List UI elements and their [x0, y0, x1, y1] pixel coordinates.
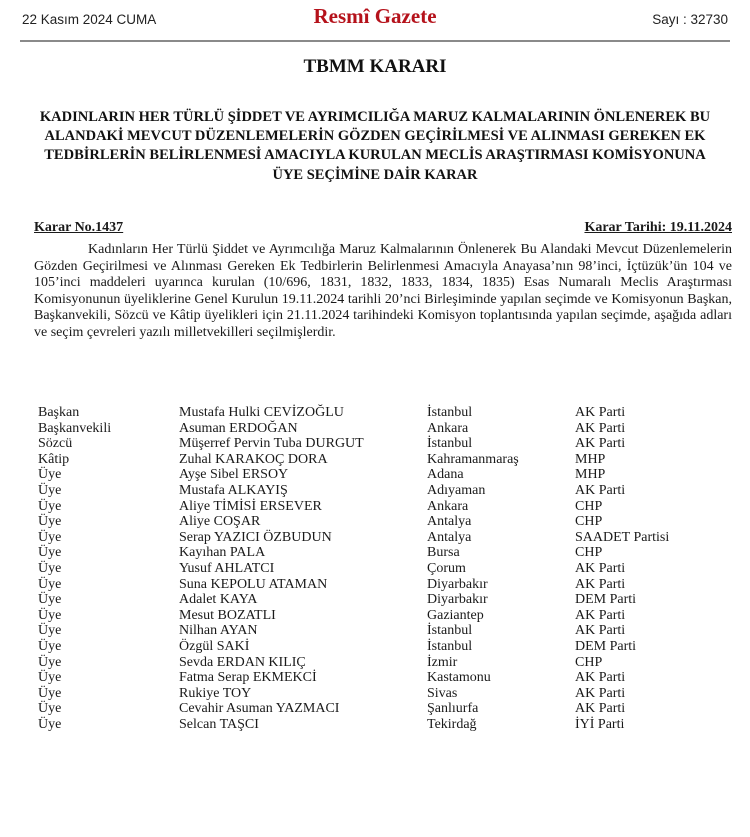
member-row — [38, 701, 735, 717]
member-party: AK Parti — [575, 670, 626, 686]
member-name: Asuman ERDOĞAN — [179, 420, 298, 436]
member-party: AK Parti — [575, 701, 626, 717]
member-party: İYİ Parti — [575, 716, 625, 732]
member-city: Bursa — [427, 545, 460, 561]
member-row — [38, 608, 735, 624]
publication-title: Resmî Gazete — [313, 4, 437, 28]
member-role: Üye — [38, 545, 62, 561]
member-party: AK Parti — [575, 685, 626, 701]
member-row — [38, 592, 735, 608]
member-role: Üye — [38, 529, 62, 545]
member-name: Suna KEPOLU ATAMAN — [179, 576, 328, 592]
member-name: Mustafa Hulki CEVİZOĞLU — [179, 405, 344, 420]
member-name: Özgül SAKİ — [179, 638, 250, 654]
member-party: AK Parti — [575, 405, 626, 420]
member-city: Sivas — [427, 685, 458, 701]
member-row — [38, 670, 735, 686]
member-city: Antalya — [427, 514, 472, 530]
member-city: İstanbul — [427, 405, 473, 420]
member-city: İstanbul — [427, 623, 473, 639]
member-city: Diyarbakır — [427, 592, 488, 608]
member-role: Üye — [38, 716, 62, 732]
member-city: Antalya — [427, 529, 472, 545]
member-name: Kayıhan PALA — [179, 545, 266, 561]
member-row — [38, 639, 735, 655]
decision-subject: KADINLARIN HER TÜRLÜ ŞİDDET VE AYRIMCILIĞA MARUZ KALMALARININ ÖNLENEREK BU ALANDAKİ MEVCUT DÜZENLEMELERİN GÖZDEN GEÇİRİLMESİ VE ALINMASI GEREKEN EK TEDBİRLERİN BELİRLENMESİ AMACIYLA KURULAN MECLİS ARAŞTIRMASI KOMİSYONUNA ÜYE SEÇİMİNE DAİR KARAR — [39, 109, 711, 183]
member-party: DEM Parti — [575, 592, 637, 608]
member-party: CHP — [575, 545, 603, 561]
member-role: Üye — [38, 482, 62, 498]
member-party: AK Parti — [575, 436, 626, 452]
member-name: Sevda ERDAN KILIÇ — [179, 654, 306, 670]
member-row — [38, 483, 735, 499]
member-role: Üye — [38, 670, 62, 686]
member-name: Ayşe Sibel ERSOY — [179, 467, 289, 483]
member-row — [38, 717, 735, 733]
member-name: Nilhan AYAN — [179, 623, 258, 639]
member-role: Üye — [38, 607, 62, 623]
member-role: Üye — [38, 576, 62, 592]
member-name: Aliye TİMİSİ ERSEVER — [179, 498, 322, 514]
gazette-header — [20, 0, 730, 42]
header-divider — [20, 40, 730, 42]
member-role: Üye — [38, 623, 62, 639]
member-city: Kastamonu — [427, 670, 491, 686]
member-row — [38, 530, 735, 546]
member-row — [38, 452, 735, 468]
member-name: Zuhal KARAKOÇ DORA — [179, 451, 328, 467]
member-row — [38, 467, 735, 483]
member-name: Selcan TAŞCI — [179, 716, 259, 732]
member-name: Adalet KAYA — [179, 592, 258, 608]
member-city: İstanbul — [427, 638, 473, 654]
member-name: Serap YAZICI ÖZBUDUN — [179, 529, 332, 545]
member-role: Başkan — [38, 405, 80, 420]
member-row — [38, 686, 735, 702]
member-party: AK Parti — [575, 607, 626, 623]
member-role: Üye — [38, 685, 62, 701]
member-city: İzmir — [427, 654, 458, 670]
member-party: AK Parti — [575, 623, 626, 639]
member-role: Üye — [38, 638, 62, 654]
member-city: İstanbul — [427, 436, 473, 452]
member-role: Kâtip — [38, 451, 70, 467]
member-city: Ankara — [427, 420, 469, 436]
member-party: AK Parti — [575, 560, 626, 576]
member-row — [38, 405, 735, 421]
member-row — [38, 499, 735, 515]
member-row — [38, 577, 735, 593]
document-title: TBMM KARARI — [303, 56, 447, 77]
member-role: Üye — [38, 592, 62, 608]
member-party: AK Parti — [575, 420, 626, 436]
member-role: Üye — [38, 498, 62, 514]
member-role: Üye — [38, 514, 62, 530]
member-party: CHP — [575, 654, 603, 670]
member-list — [38, 405, 735, 732]
member-name: Cevahir Asuman YAZMACI — [179, 701, 340, 717]
member-row — [38, 421, 735, 437]
decision-number: Karar No.1437 — [34, 220, 124, 235]
member-party: DEM Parti — [575, 638, 637, 654]
member-name: Mesut BOZATLI — [179, 607, 276, 623]
member-party: CHP — [575, 498, 603, 514]
member-name: Fatma Serap EKMEKCİ — [179, 670, 317, 686]
member-party: SAADET Partisi — [575, 529, 670, 545]
member-row — [38, 436, 735, 452]
member-role: Üye — [38, 560, 62, 576]
member-name: Aliye COŞAR — [179, 514, 261, 530]
member-role: Başkanvekili — [38, 420, 112, 436]
member-name: Mustafa ALKAYIŞ — [179, 482, 288, 498]
member-party: MHP — [575, 451, 606, 467]
member-party: AK Parti — [575, 482, 626, 498]
member-role: Üye — [38, 654, 62, 670]
member-row — [38, 655, 735, 671]
member-city: Diyarbakır — [427, 576, 488, 592]
member-name: Rukiye TOY — [179, 685, 252, 701]
member-city: Çorum — [427, 560, 466, 576]
member-city: Adıyaman — [427, 482, 486, 498]
issue-number: Sayı : 32730 — [652, 12, 728, 27]
member-row — [38, 561, 735, 577]
member-party: CHP — [575, 514, 603, 530]
decision-body: Kadınların Her Türlü Şiddet ve Ayrımcılığa Maruz Kalmalarının Önlenerek Bu Alandaki Mevcut Düzenlemelerin Gözden Geçirilmesi ve Alınması Gereken Ek Tedbirlerin Belirlenmesi Amacıyla Anayasa’nın 98’inci, İçtüzük’ün 104 ve 105’inci maddeleri uyarınca kurulan (10/696, 1831, 1832, 1833, 1834, 1835) Esas Numaralı Meclis Araştırması Komisyonunun üyeliklerine Genel Kurulun 19.11.2024 tarihli 20’nci Birleşiminde yapılan seçimde ve Komisyonun Başkan, Başkanvekili, Sözcü ve Kâtip üyelikleri için 21.11.2024 tarihindeki Komisyon toplantısında yapılan seçimde, aşağıda adları ve seçim çevreleri yazılı milletvekilleri seçilmişlerdir. — [34, 242, 732, 340]
member-city: Kahramanmaraş — [427, 451, 519, 467]
member-name: Müşerref Pervin Tuba DURGUT — [179, 436, 364, 452]
member-party: MHP — [575, 467, 606, 483]
member-city: Gaziantep — [427, 607, 484, 623]
member-city: Şanlıurfa — [427, 701, 479, 717]
member-row — [38, 545, 735, 561]
member-row — [38, 623, 735, 639]
member-city: Adana — [427, 467, 464, 483]
decision-date: Karar Tarihi: 19.11.2024 — [584, 220, 732, 235]
member-party: AK Parti — [575, 576, 626, 592]
issue-date: 22 Kasım 2024 CUMA — [22, 12, 157, 27]
member-role: Sözcü — [38, 436, 73, 452]
member-role: Üye — [38, 467, 62, 483]
member-city: Ankara — [427, 498, 469, 514]
member-row — [38, 514, 735, 530]
member-city: Tekirdağ — [427, 716, 477, 732]
member-name: Yusuf AHLATCI — [179, 560, 275, 576]
member-role: Üye — [38, 701, 62, 717]
